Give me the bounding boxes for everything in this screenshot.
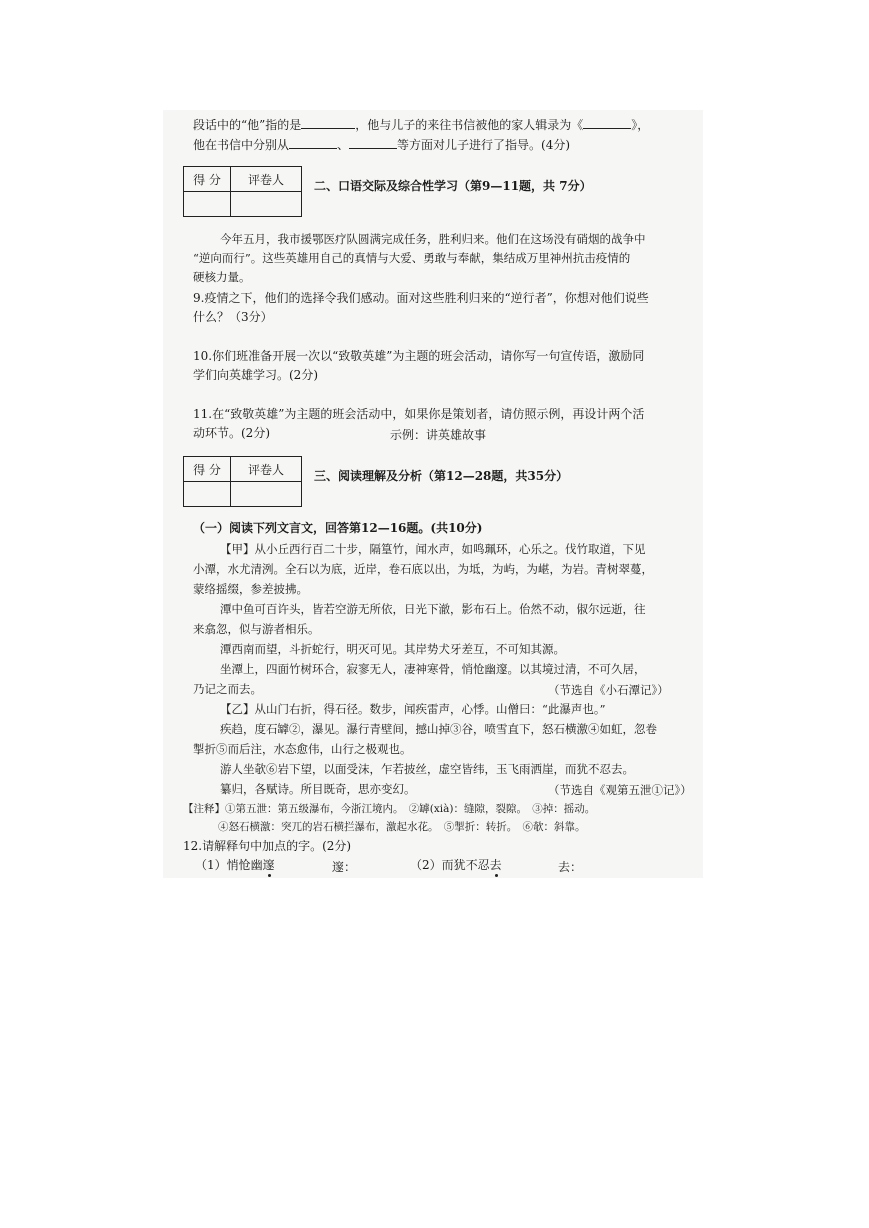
question-12: 12.请解释句中加点的字。(2分) — [183, 839, 352, 853]
dotted-char: 邃 — [262, 858, 275, 872]
q12-answer-1[interactable]: 邃： — [332, 860, 357, 874]
notes-line: ④怒石横激：突兀的岩石横拦瀑布，激起水花。 ⑤掣折：转折。 ⑥欹：斜靠。 — [218, 821, 586, 833]
q12-item-text: （1）悄怆幽 — [195, 858, 263, 872]
question-11: 动环节。(2分) — [193, 426, 270, 440]
score-cell[interactable] — [184, 192, 231, 217]
dotted-char: 去 — [489, 858, 502, 872]
grader-cell[interactable] — [231, 482, 302, 507]
jia-line: 【甲】从小丘西行百二十步，隔篁竹，闻水声，如鸣珮环，心乐之。伐竹取道，下见 — [220, 542, 646, 556]
answer-blank[interactable] — [289, 138, 337, 149]
answer-blank[interactable] — [583, 118, 631, 129]
score-table — [183, 456, 302, 507]
passage-line: “逆向而行”。这些英雄用自己的真情与大爱、勇敢与奉献，集结成万里神州抗击疫情的 — [193, 251, 631, 265]
intro-text: 等方面对儿子进行了指导。(4分) — [397, 138, 571, 152]
question-10: 10.你们班准备开展一次以“致敬英雄”为主题的班会活动，请你写一句宣传语，激励同 — [193, 349, 645, 363]
passage-line: 今年五月，我市援鄂医疗队圆满完成任务，胜利归来。他们在这场没有硝烟的战争中 — [220, 232, 646, 246]
yi-line: 【乙】从山门右折，得石径。数步，闻疾雷声，心悸。山僧曰：“此瀑声也。” — [220, 702, 606, 716]
score-cell[interactable] — [184, 482, 231, 507]
passage-line: 硬核力量。 — [193, 270, 251, 284]
yi-line: 掣折⑤而后注，水态愈伟，山行之极观也。 — [193, 742, 412, 756]
jia-line: 潭中鱼可百许头，皆若空游无所依，日光下澈，影布石上。佁然不动，俶尔远逝，往 — [220, 602, 646, 616]
yi-line: 纂归，各赋诗。所目既奇，思亦变幻。 — [220, 782, 416, 796]
jia-line: 蒙络摇缀，参差披拂。 — [193, 582, 308, 596]
section-3-title: 三、阅读理解及分析（第12—28题，共35分） — [314, 469, 569, 483]
intro-text: 》， — [631, 118, 650, 132]
answer-blank[interactable] — [349, 138, 397, 149]
intro-text: 他在书信中分别从 — [193, 138, 290, 152]
q12-answer-2[interactable]: 去： — [558, 860, 583, 874]
intro-text: 段话中的“他”指的是 — [193, 118, 302, 132]
grader-header: 评卷人 — [231, 457, 302, 482]
jia-line: 坐潭上，四面竹树环合，寂寥无人，凄神寒骨，悄怆幽邃。以其境过清，不可久居， — [220, 662, 646, 676]
question-11: 11.在“致敬英雄”为主题的班会活动中，如果你是策划者，请仿照示例，再设计两个活 — [193, 407, 645, 421]
part-1-title: （一）阅读下列文言文，回答第12—16题。(共10分) — [193, 521, 483, 535]
score-header: 得 分 — [184, 167, 231, 192]
question-12-item-2 — [410, 858, 502, 872]
question-11-example: 示例：讲英雄故事 — [390, 428, 487, 442]
answer-blank[interactable] — [301, 118, 355, 129]
jia-line: 乃记之而去。 — [193, 682, 262, 696]
score-table — [183, 166, 302, 217]
intro-text: 、 — [337, 138, 350, 152]
question-9: 什么？（3分） — [193, 310, 273, 324]
question-10: 学们向英雄学习。(2分) — [193, 368, 318, 382]
grader-header: 评卷人 — [231, 167, 302, 192]
question-12-item-1 — [195, 858, 275, 872]
q12-item-text: （2）而犹不忍 — [410, 858, 490, 872]
yi-source: （节选自《观第五泄①记》） — [548, 783, 692, 797]
yi-line: 疾趋，度石罅②，瀑见。瀑行青壁间，撼山掉③谷，喷雪直下，怒石横激④如虹，忽卷 — [220, 722, 657, 736]
intro-text: ，他与儿子的来往书信被他的家人辑录为《 — [355, 118, 584, 132]
jia-line: 来翕忽，似与游者相乐。 — [193, 622, 320, 636]
score-header: 得 分 — [184, 457, 231, 482]
jia-line: 潭西南而望，斗折蛇行，明灭可见。其岸势犬牙差互，不可知其源。 — [220, 642, 565, 656]
intro-line-2 — [193, 138, 570, 152]
section-2-title: 二、口语交际及综合性学习（第9—11题，共 7分） — [314, 179, 592, 193]
jia-line: 小潭，水尤清洌。全石以为底，近岸，卷石底以出，为坻，为屿，为嵁，为岩。青树翠蔓， — [193, 562, 653, 576]
intro-line-1 — [193, 118, 649, 132]
yi-line: 游人坐欹⑥岩下望，以面受沫，乍若披丝，虚空皆纬，玉飞雨洒崖，而犹不忍去。 — [220, 762, 634, 776]
grader-cell[interactable] — [231, 192, 302, 217]
jia-source: （节选自《小石潭记》） — [548, 683, 669, 697]
notes-line: 【注释】①第五泄：第五级瀑布，今浙江境内。 ②罅(xià)：缝隙，裂隙。 ③掉：摇动。 — [183, 803, 596, 815]
question-9: 9.疫情之下，他们的选择令我们感动。面对这些胜利归来的“逆行者”，你想对他们说些 — [193, 291, 649, 305]
